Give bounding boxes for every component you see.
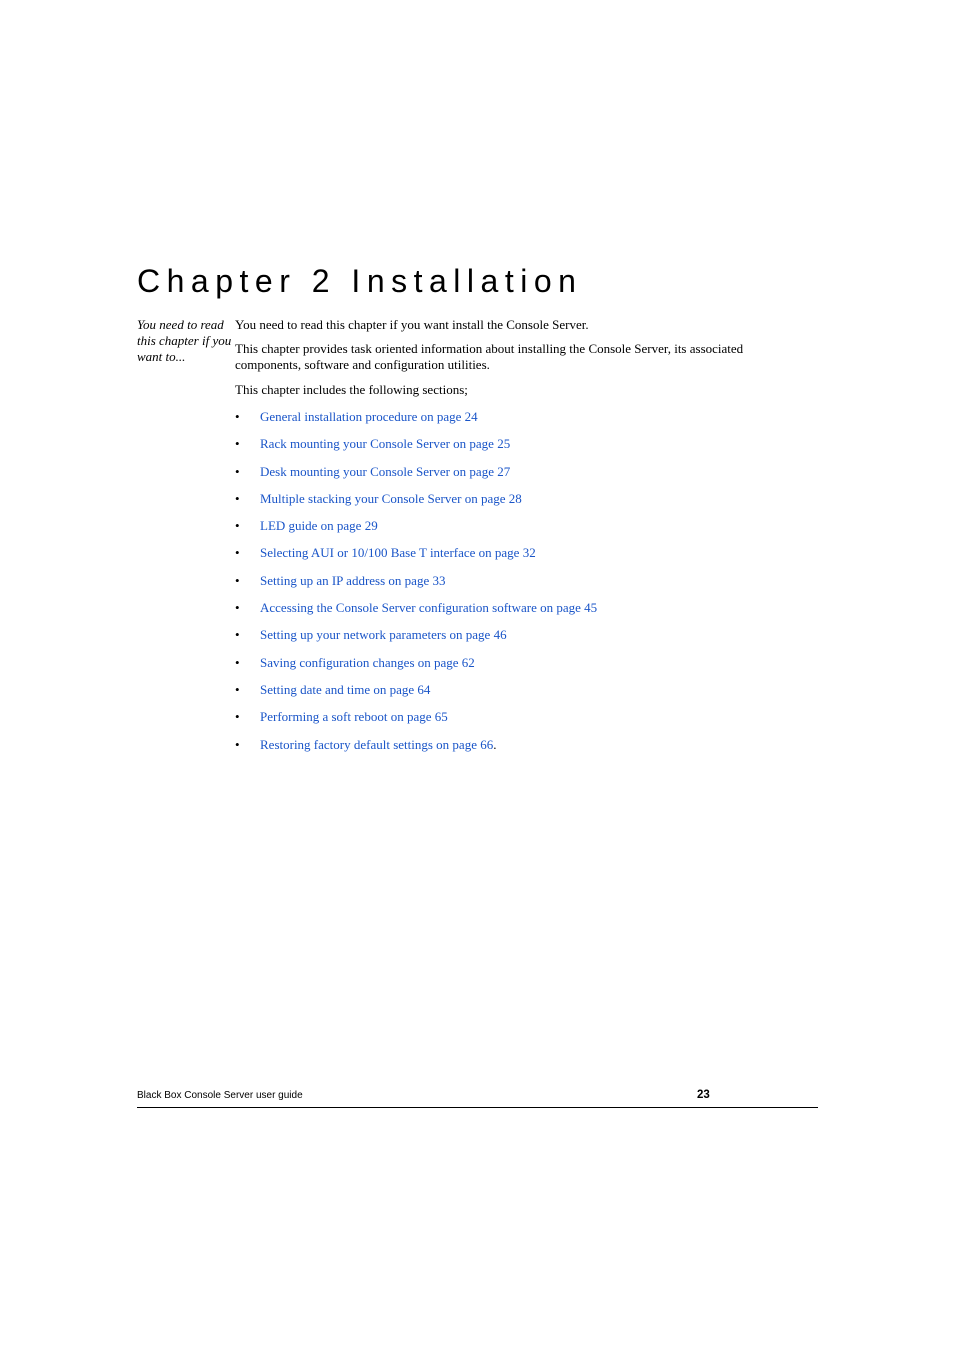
section-list-item — [235, 436, 795, 463]
section-link[interactable]: Setting date and time on page 64 — [260, 681, 431, 697]
section-link[interactable]: Saving configuration changes on page 62 — [260, 654, 475, 670]
footer-divider — [137, 1107, 818, 1108]
section-list-item — [235, 464, 795, 491]
bullet-icon: • — [235, 409, 240, 424]
bullet-icon: • — [235, 654, 240, 670]
section-link[interactable]: LED guide on page 29 — [260, 518, 378, 534]
section-link[interactable]: Desk mounting your Console Server on page 27 — [260, 463, 511, 479]
section-link[interactable]: Setting up your network parameters on page 46 — [260, 627, 507, 643]
bullet-icon: • — [235, 545, 240, 561]
bullet-icon: • — [235, 627, 240, 643]
intro-paragraph-1: You need to read this chapter if you want install the Console Server. — [235, 317, 589, 332]
bullet-icon: • — [235, 600, 240, 616]
section-list-item — [235, 655, 795, 682]
section-link[interactable]: Selecting AUI or 10/100 Base T interface on page 32 — [260, 545, 536, 561]
section-list-item: • Restoring factory default settings on page 66. — [235, 736, 497, 752]
bullet-icon: • — [235, 436, 240, 452]
section-link[interactable]: Performing a soft reboot on page 65 — [260, 709, 448, 725]
section-link[interactable]: Setting up an IP address on page 33 — [260, 572, 446, 588]
intro-paragraph-2: This chapter provides task oriented information about installing the Console Server, its associated components, software and configuration utilities. — [235, 341, 744, 372]
section-list-item — [235, 627, 795, 654]
intro-text — [235, 317, 795, 398]
bullet-icon: • — [235, 490, 240, 506]
section-list-item — [235, 709, 795, 736]
bullet-icon: • — [235, 463, 240, 479]
section-list-item — [235, 518, 795, 545]
section-link[interactable]: Multiple stacking your Console Server on page 28 — [260, 490, 522, 506]
section-link[interactable]: Rack mounting your Console Server on page 25 — [260, 436, 511, 452]
section-link[interactable]: General installation procedure on page 24 — [260, 409, 478, 424]
margin-note: You need to read this chapter if you want to... — [137, 317, 232, 364]
section-list-item — [235, 573, 795, 600]
section-list-item — [235, 600, 795, 627]
section-list-item — [235, 491, 795, 518]
section-list-item — [235, 409, 795, 436]
section-list-item — [235, 545, 795, 572]
bullet-icon: • — [235, 572, 240, 588]
section-list-item — [235, 682, 795, 709]
footer-doc-title: Black Box Console Server user guide — [137, 1090, 303, 1101]
bullet-icon: • — [235, 709, 240, 725]
bullet-icon: • — [235, 518, 240, 534]
section-link[interactable]: Restoring factory default settings on page 66 — [260, 736, 494, 752]
chapter-title: Chapter 2 Installation — [137, 263, 583, 299]
bullet-icon: • — [235, 681, 240, 697]
bullet-icon: • — [235, 736, 240, 752]
page-number: 23 — [697, 1089, 710, 1101]
section-link[interactable]: Accessing the Console Server configuration software on page 45 — [260, 600, 598, 616]
intro-paragraph-3: This chapter includes the following sections; — [235, 382, 468, 397]
section-list — [235, 409, 795, 764]
